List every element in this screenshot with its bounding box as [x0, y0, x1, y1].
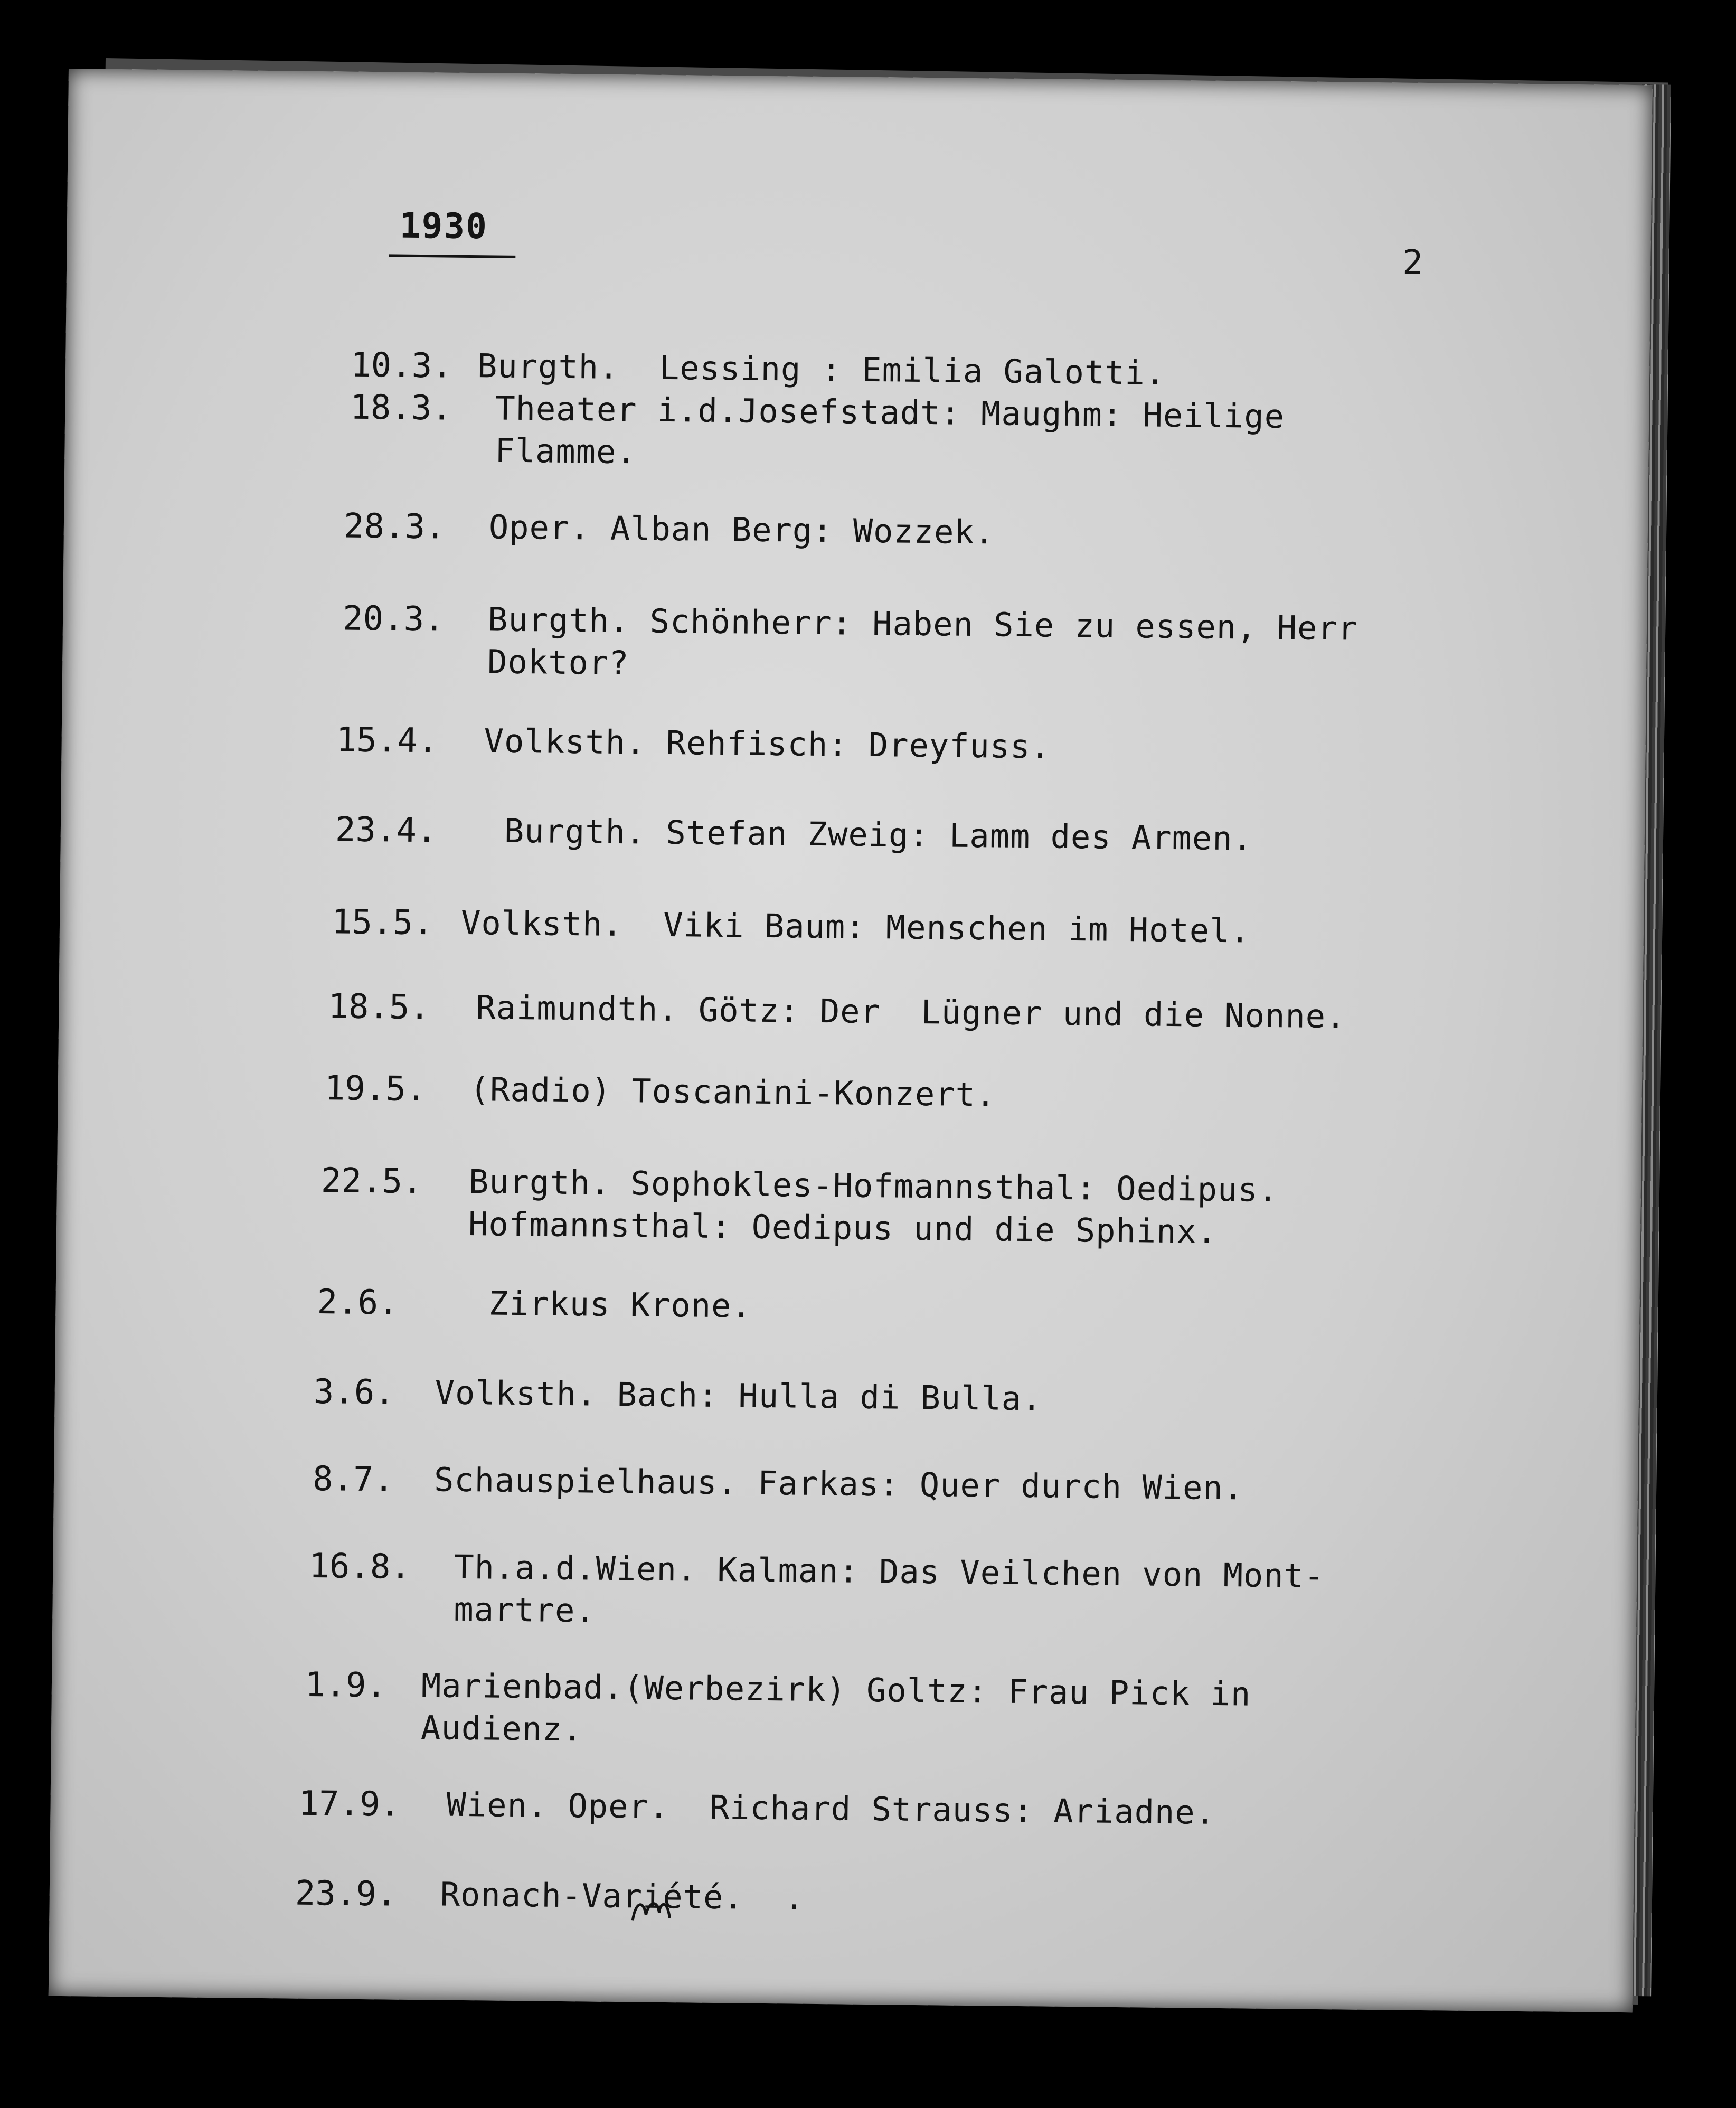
entry-date: 2.6. — [317, 1283, 399, 1323]
typewritten-page — [49, 69, 1653, 2012]
entry-text: Th.a.d.Wien. Kalman: Das Veilchen von Mont- martre. — [454, 1547, 1325, 1630]
entry-date: 3.6. — [313, 1372, 395, 1413]
entry-text: Theater i.d.Josefstadt: Maughm: Heilige Flamme. — [495, 389, 1285, 472]
entry-date: 19.5. — [324, 1069, 427, 1109]
entry-date: 8.7. — [312, 1459, 394, 1500]
entry-date: 10.3. — [350, 345, 453, 386]
entry-date: 28.3. — [343, 506, 446, 547]
entry-date: 1.9. — [305, 1665, 387, 1706]
entry-text: (Radio) Toscanini-Konzert. — [469, 1070, 996, 1114]
entry-text: Zirkus Krone. — [488, 1284, 752, 1325]
entry-date: 20.3. — [342, 599, 445, 639]
page-number: 2 — [1402, 243, 1424, 283]
entry-text: Marienbad.(Werbezirk) Goltz: Frau Pick in Audienz. — [420, 1666, 1251, 1749]
entry-date: 18.3. — [350, 388, 452, 428]
year-underline — [389, 254, 515, 258]
entry-date: 18.5. — [328, 987, 430, 1028]
entry-date: 15.5. — [331, 902, 434, 943]
entry-text: Schauspielhaus. Farkas: Quer durch Wien. — [433, 1460, 1244, 1508]
entry-text: Volksth. Viki Baum: Menschen im Hotel. — [460, 903, 1251, 951]
entry-text: Burgth. Stefan Zweig: Lamm des Armen. — [504, 811, 1253, 858]
entry-text: Ronach-Variété. . — [440, 1875, 805, 1917]
entry-text: Burgth. Schönherr: Haben Sie zu essen, Herr Doktor? — [487, 600, 1358, 683]
entry-date: 22.5. — [320, 1161, 423, 1202]
entry-date: 15.4. — [336, 720, 438, 761]
handwritten-insertion-mark — [627, 1891, 675, 1928]
entry-text: Volksth. Bach: Hulla di Bulla. — [435, 1373, 1042, 1418]
entry-text: Volksth. Rehfisch: Dreyfuss. — [484, 721, 1051, 766]
entry-text: Oper. Alban Berg: Wozzek. — [488, 507, 995, 552]
entry-text: Raimundth. Götz: Der Lügner und die Nonne. — [476, 988, 1346, 1036]
entry-date: 23.4. — [335, 810, 437, 851]
entry-date: 16.8. — [308, 1546, 411, 1587]
entry-text: Wien. Oper. Richard Strauss: Ariadne. — [446, 1785, 1216, 1832]
page-year: 1930 — [399, 205, 488, 247]
entry-text: Burgth. Sophokles-Hofmannsthal: Oedipus. Hofmannsthal: Oedipus und die Sphinx. — [468, 1162, 1279, 1251]
entry-date: 23.9. — [295, 1874, 397, 1914]
entry-text: Burgth. Lessing : Emilia Galotti. — [477, 346, 1166, 392]
entry-date: 17.9. — [298, 1784, 401, 1824]
